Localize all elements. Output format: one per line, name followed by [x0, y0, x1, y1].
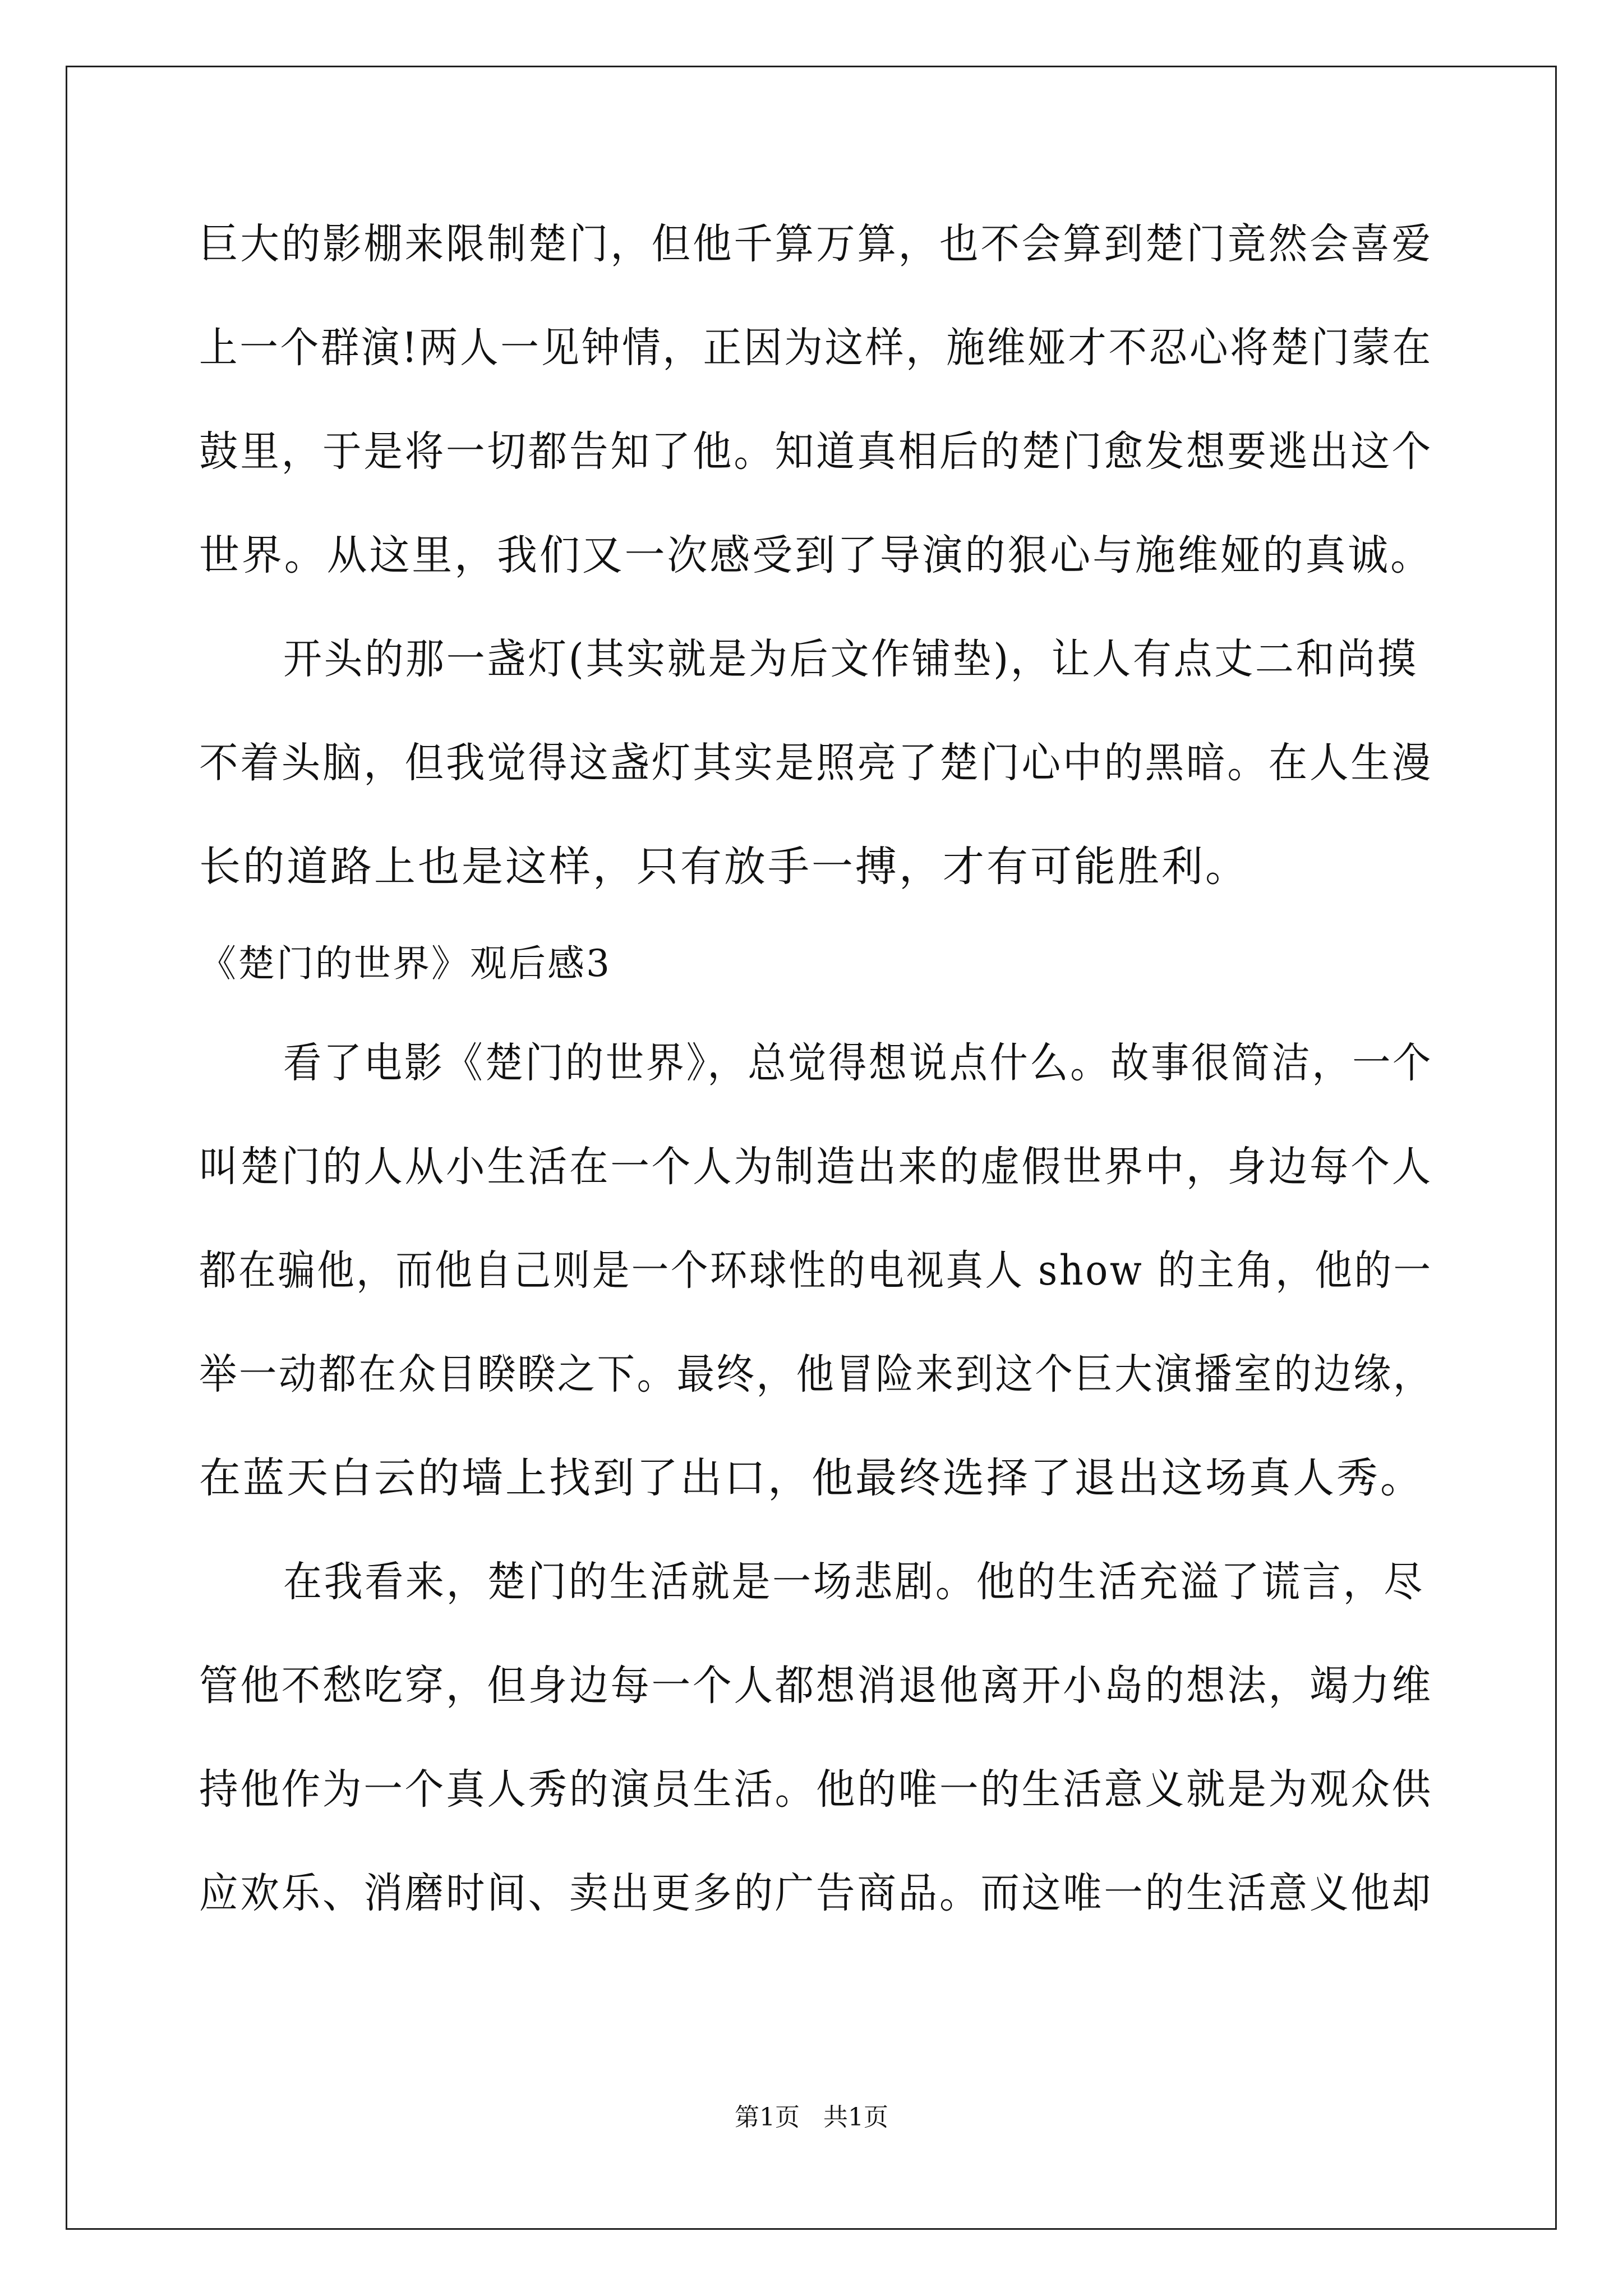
paragraph-1-line-2: 上一个群演!两人一见钟情，正因为这样，施维娅才不忍心将楚门蒙在	[199, 324, 1433, 372]
paragraph-2-line-2: 不着头脑，但我觉得这盏灯其实是照亮了楚门心中的黑暗。在人生漫	[199, 739, 1433, 787]
section-heading: 《楚门的世界》观后感3	[199, 942, 611, 985]
paragraph-3-line-2: 叫楚门的人从小生活在一个人为制造出来的虚假世界中，身边每个人	[199, 1143, 1433, 1191]
paragraph-1-line-1: 巨大的影棚来限制楚门，但他千算万算，也不会算到楚门竟然会喜爱	[199, 220, 1433, 268]
paragraph-3-line-4: 举一动都在众目睽睽之下。最终，他冒险来到这个巨大演播室的边缘，	[199, 1350, 1433, 1398]
paragraph-2-line-3: 长的道路上也是这样，只有放手一搏，才有可能胜利。	[199, 843, 1249, 891]
paragraph-2-line-1: 开头的那一盏灯(其实就是为后文作铺垫)，让人有点丈二和尚摸	[283, 635, 1418, 683]
page-footer: 第1页 共1页	[735, 2103, 888, 2132]
paragraph-4-line-1: 在我看来，楚门的生活就是一场悲剧。他的生活充溢了谎言，尽	[283, 1558, 1425, 1606]
paragraph-1-line-4: 世界。从这里，我们又一次感受到了导演的狠心与施维娅的真诚。	[199, 531, 1433, 579]
paragraph-3-line-1: 看了电影《楚门的世界》，总觉得想说点什么。故事很简洁，一个	[283, 1039, 1433, 1087]
paragraph-4-line-2: 管他不愁吃穿，但身边每一个人都想消退他离开小岛的想法，竭力维	[199, 1662, 1433, 1710]
paragraph-4-line-3: 持他作为一个真人秀的演员生活。他的唯一的生活意义就是为观众供	[199, 1765, 1433, 1814]
paragraph-4-line-4: 应欢乐、消磨时间、卖出更多的广告商品。而这唯一的生活意义他却	[199, 1869, 1433, 1917]
paragraph-3-line-5: 在蓝天白云的墙上找到了出口，他最终选择了退出这场真人秀。	[199, 1454, 1424, 1502]
paragraph-3-line-3: 都在骗他，而他自己则是一个环球性的电视真人 show 的主角，他的一	[199, 1246, 1433, 1295]
paragraph-1-line-3: 鼓里，于是将一切都告知了他。知道真相后的楚门愈发想要逃出这个	[199, 427, 1433, 476]
